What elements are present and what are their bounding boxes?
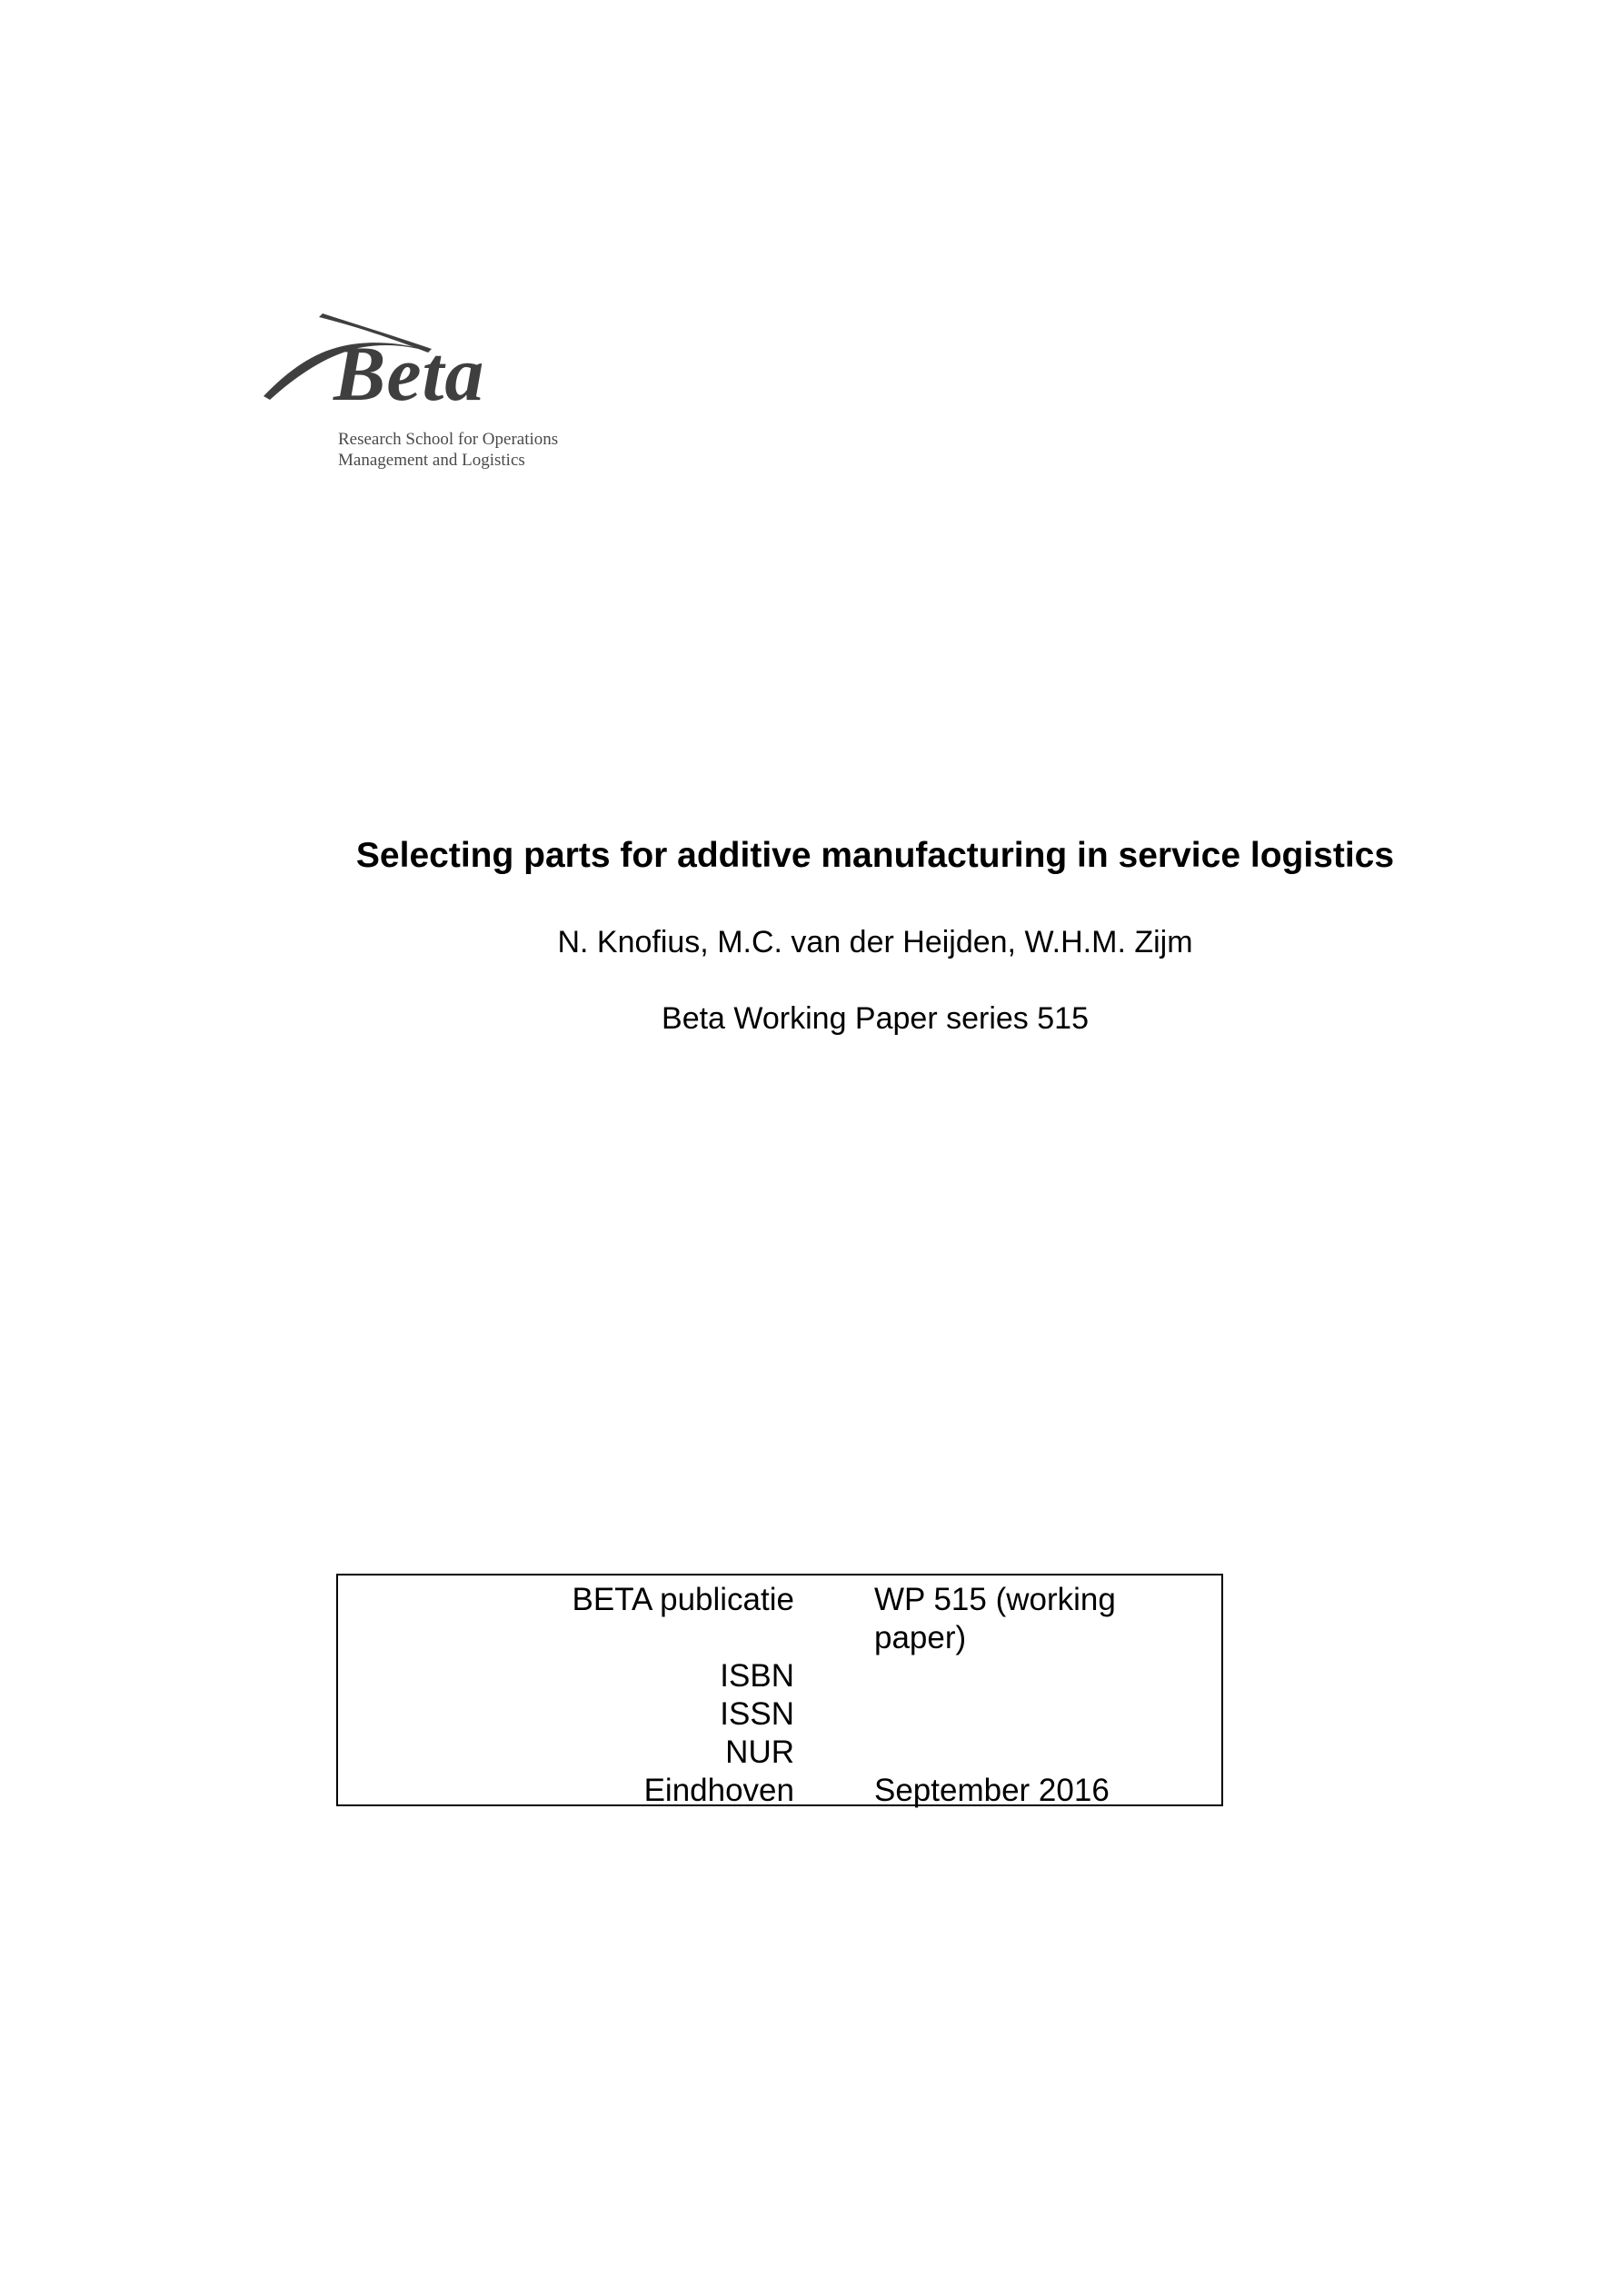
label-place: Eindhoven — [643, 1773, 794, 1808]
publication-labels — [573, 1581, 795, 1810]
label-issn: ISSN — [720, 1696, 794, 1732]
paper-series: Beta Working Paper series 515 — [662, 1001, 1089, 1036]
label-nur: NUR — [725, 1734, 794, 1770]
value-date: September 2016 — [874, 1773, 1110, 1808]
logo-wordmark: Beta — [334, 330, 485, 417]
logo-subtitle-line2: Management and Logistics — [338, 451, 525, 470]
beta-logo — [259, 309, 586, 482]
label-isbn: ISBN — [720, 1658, 794, 1694]
logo-subtitle — [338, 429, 558, 471]
paper-authors: N. Knofius, M.C. van der Heijden, W.H.M. Zijm — [557, 925, 1193, 959]
publication-values — [874, 1581, 1210, 1810]
value-working-paper: WP 515 (working paper) — [874, 1582, 1116, 1655]
paper-title: Selecting parts for additive manufacturing in service logistics — [355, 836, 1395, 875]
logo-subtitle-line1: Research School for Operations — [338, 430, 559, 449]
label-beta-publicatie: BETA publicatie — [572, 1582, 794, 1617]
publication-info-box — [336, 1574, 1223, 1806]
